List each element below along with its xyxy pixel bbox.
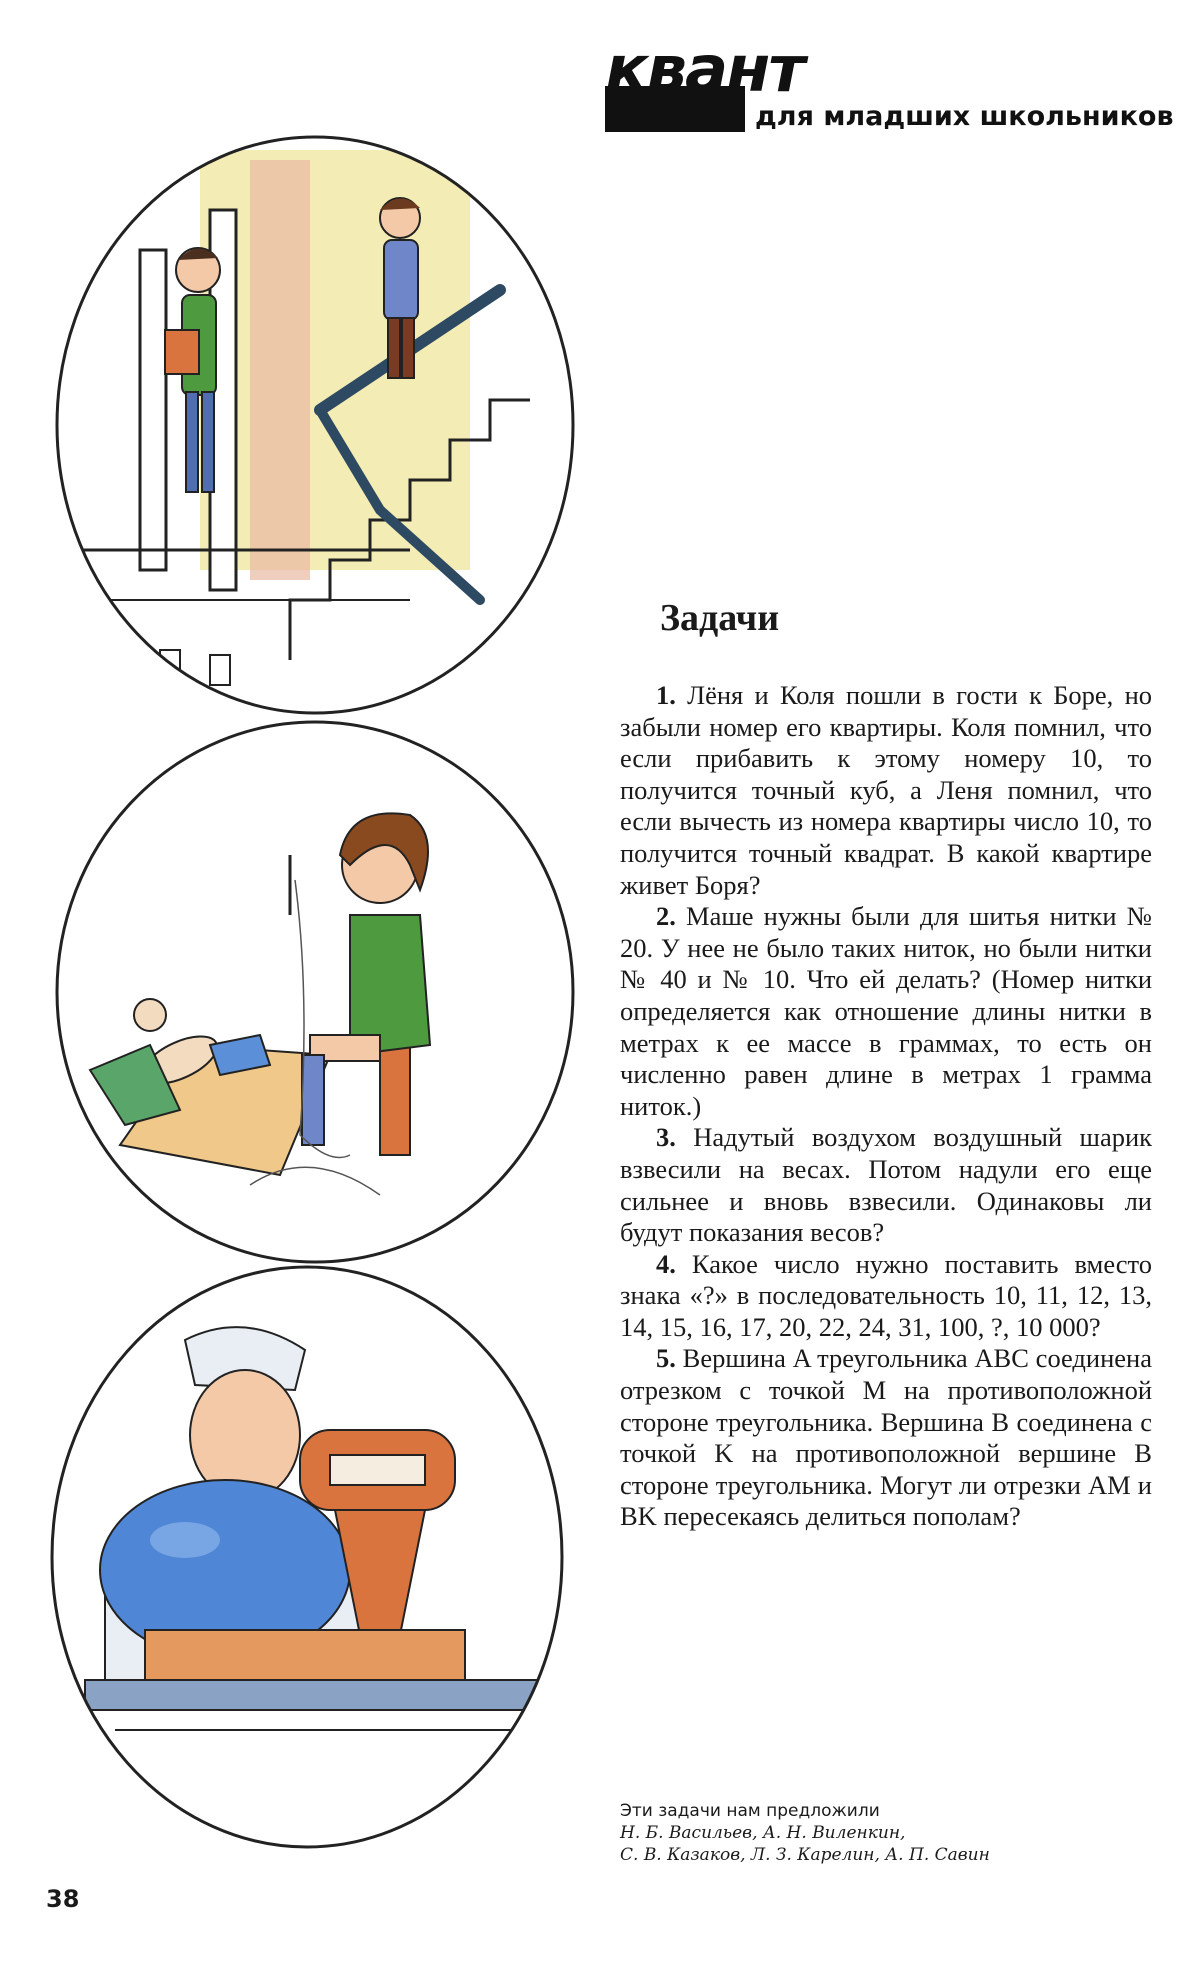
credits <box>620 1800 1180 1866</box>
problem-text: Какое число нужно поставить вместо знака «?» в последовательность 10, 11, 12, 13, 14, 15, 16, 17, 20, 22, 24, 31, 100, ?, 10 000? <box>620 1248 1152 1342</box>
problem-text: Надутый воздухом воздушный шарик взвесили на весах. Потом надули его еще сильнее и вновь взвесили. Одинаковы ли будут показания весов? <box>620 1122 1153 1248</box>
wall-pink <box>250 160 310 580</box>
illustration-balloon-scale <box>45 1260 570 1855</box>
problem-2 <box>620 901 1152 1122</box>
problem-5 <box>620 1343 1152 1533</box>
illustration-staircase <box>50 130 580 720</box>
problem-text: Маше нужны были для шитья нитки № 20. У нее не было таких ниток, но были нитки № 40 и № 10. Что ей делать? (Номер нитки определяется как отношение длины нитки в метрах к ее массе в граммах, то есть он численно равен длине в метрах 1 грамма ниток.) <box>620 901 1153 1121</box>
problems-list <box>620 680 1152 1533</box>
credits-names-line-1: Н. Б. Васильев, А. Н. Виленкин, <box>620 1823 906 1843</box>
credits-names-line-2: С. В. Казаков, Л. З. Карелин, А. П. Савин <box>620 1845 990 1865</box>
problem-number: 4. <box>656 1248 676 1279</box>
page-number: 38 <box>46 1885 80 1913</box>
masthead-title: квант <box>605 33 804 107</box>
problem-number: 5. <box>656 1343 676 1374</box>
masthead <box>605 33 1174 148</box>
masthead-subtitle: для младших школьников <box>755 101 1174 132</box>
problem-text: Вершина A треугольника ABC соединена отрезком с точкой M на противоположной стороне треугольника. Вершина B соединена с точкой K на противоположной вершине B стороне треугольника. Могут ли отрезки AM и BK пересекаясь делиться пополам? <box>620 1343 1152 1532</box>
problem-4 <box>620 1249 1152 1344</box>
problem-text: Лёня и Коля пошли в гости к Боре, но забыли номер его квартиры. Коля помнил, что если прибавить к этому номеру 10, то получится точный куб, а Леня помнил, что если вычесть из номера квартиры число 10, то получится точный квадрат. В какой квартире живет Боря? <box>620 680 1153 900</box>
illustration-sewing <box>50 715 580 1270</box>
section-heading: Задачи <box>660 597 780 639</box>
credits-intro: Эти задачи нам предложили <box>620 1801 880 1821</box>
problem-number: 1. <box>656 680 676 710</box>
problem-3 <box>620 1122 1152 1248</box>
problem-number: 2. <box>656 901 676 932</box>
scale-base <box>145 1630 465 1680</box>
problem-number: 3. <box>656 1122 676 1153</box>
problem-1 <box>620 680 1152 901</box>
